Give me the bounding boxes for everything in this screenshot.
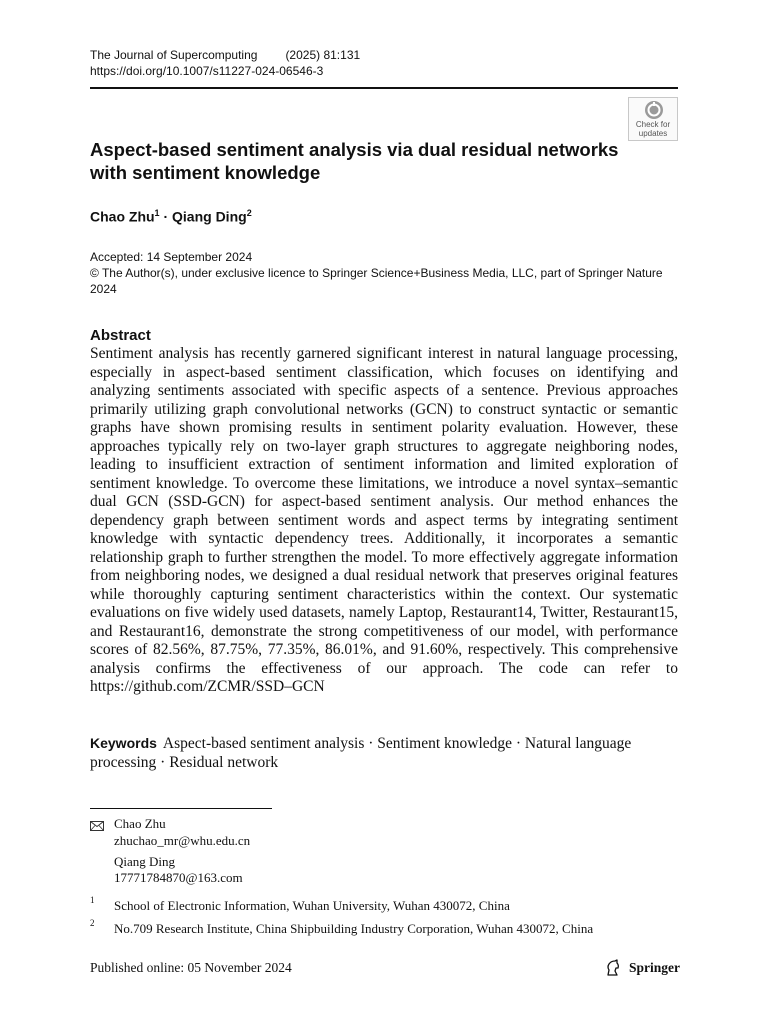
doi-link[interactable]: https://doi.org/10.1007/s11227-024-06546-3: [90, 64, 324, 78]
author-affiliation-mark: 1: [154, 208, 160, 218]
author-affiliation-mark: 2: [246, 208, 252, 218]
envelope-icon: [90, 818, 104, 836]
check-for-updates-badge[interactable]: [628, 97, 678, 141]
keywords-label: Keywords: [90, 735, 157, 751]
author-list: [90, 208, 252, 225]
keywords-text: Aspect-based sentiment analysis · Sentiment knowledge · Natural language processing · Residual network: [90, 735, 632, 771]
coauthor-name: Qiang Ding: [114, 854, 176, 869]
affiliation-text: School of Electronic Information, Wuhan University, Wuhan 430072, China: [114, 898, 510, 913]
published-online-date: Published online: 05 November 2024: [90, 960, 292, 975]
copyright-notice: © The Author(s), under exclusive licence to Springer Science+Business Media, LLC, part of Springer Nature 2024: [90, 266, 663, 296]
corresponding-author-name: Chao Zhu: [114, 816, 166, 831]
journal-name: The Journal of Supercomputing: [90, 48, 258, 62]
corresponding-author-email[interactable]: zhuchao_mr@whu.edu.cn: [114, 833, 251, 848]
paper-title: Aspect-based sentiment analysis via dual residual networks with sentiment knowledge: [90, 139, 619, 183]
accepted-date: Accepted: 14 September 2024: [90, 250, 253, 264]
author-separator: ·: [159, 208, 173, 225]
badge-line-2: updates: [638, 129, 668, 138]
springer-logo: [604, 959, 680, 977]
keywords-section: [90, 734, 678, 772]
author-name[interactable]: Qiang Ding: [172, 208, 247, 225]
coauthor-email[interactable]: 17771784870@163.com: [114, 870, 243, 885]
affiliation-number: 1: [90, 895, 95, 905]
affiliation-text: No.709 Research Institute, China Shipbuilding Industry Corporation, Wuhan 430072, China: [114, 921, 594, 936]
affiliation-number: 2: [90, 918, 95, 928]
check-updates-icon: [644, 100, 664, 120]
header-rule: [90, 87, 678, 89]
author-name[interactable]: Chao Zhu: [90, 208, 155, 225]
publisher-name: Springer: [629, 960, 681, 976]
abstract-heading: Abstract: [90, 327, 151, 344]
journal-volume: (2025) 81:131: [285, 48, 361, 62]
springer-horse-icon: [604, 959, 622, 977]
journal-citation: [90, 48, 360, 62]
footnote-rule: [90, 808, 272, 809]
abstract-text: Sentiment analysis has recently garnered significant interest in natural language processing, especially in aspect-based sentiment classification, which focuses on identifying and analyzing sentiments associated with specific aspects of a sentence. Previous approaches primarily utilizing graph convolutional networks (GCN) to construct syntactic or semantic graphs have shown promising results in sentiment polarity evaluation. However, these approaches typically rely on two-layer graph structures to aggregate neighboring nodes, leading to insufficient extraction of sentiment information and limited exploration of sentiment knowledge. To overcome these limitations, we introduce a novel syntax–semantic dual GCN (SSD-GCN) for aspect-based sentiment analysis. Our method enhances the dependency graph between sentiment words and aspect terms by integrating sentiment knowledge with syntactic dependency trees. Additionally, it incorporates a semantic relationship graph to further strengthen the model. To more effectively aggregate information from neighboring nodes, we designed a dual residual network that preserves original features while thoroughly capturing sentiment characteristics within the context. Our systematic evaluations on five widely used datasets, namely Laptop, Restaurant14, Twitter, Restaurant15, and Restaurant16, demonstrate the strong competitiveness of our model, with performance scores of 82.56%, 87.75%, 77.35%, 86.01%, and 91.60%, respectively. This comprehensive analysis confirms the effectiveness of our approach. The code can refer to https://github.com/ZCMR/SSD–GCN: [90, 345, 678, 695]
badge-line-1: Check for: [635, 120, 671, 129]
